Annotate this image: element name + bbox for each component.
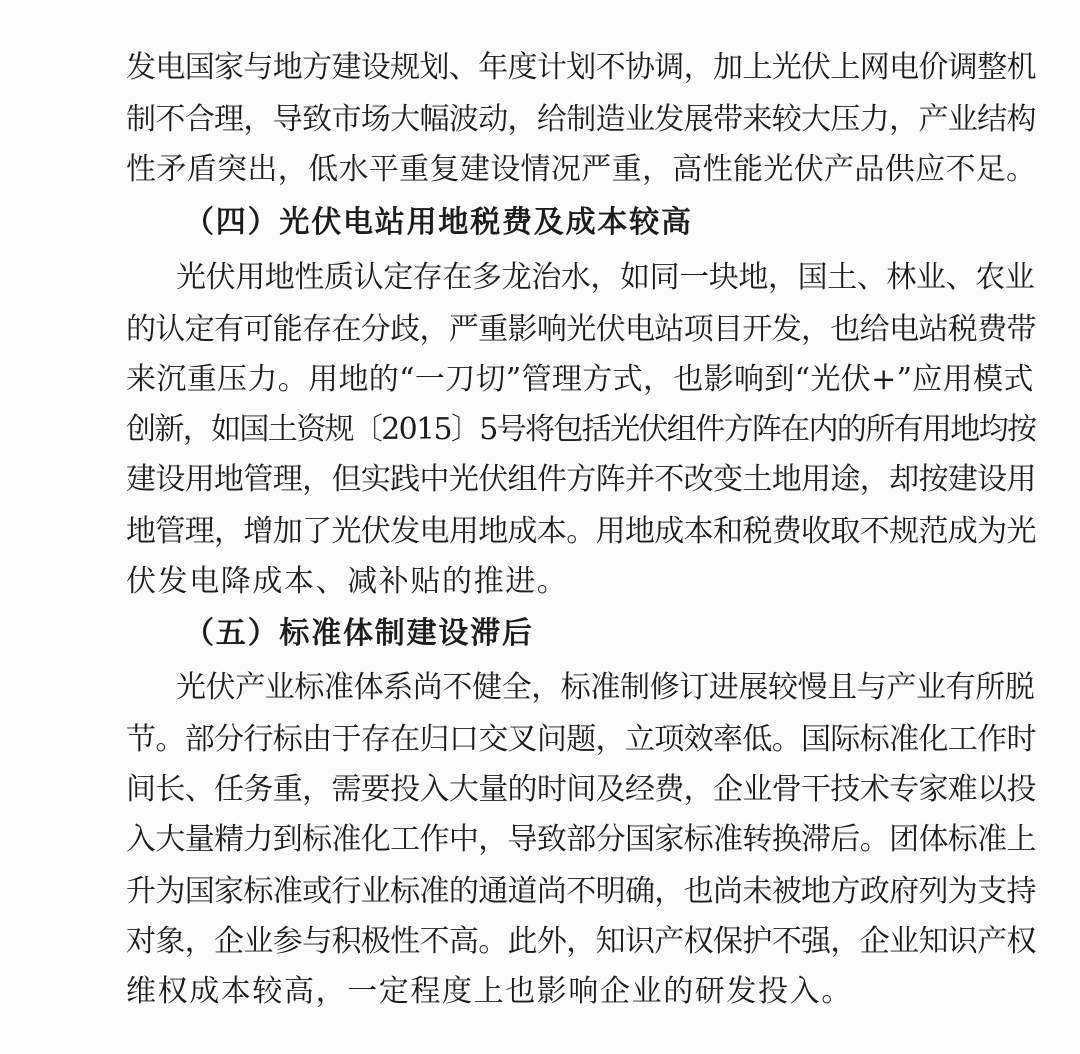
paragraph-line: 性矛盾突出，低水平重复建设情况严重，高性能光伏产品供应不足。 [126,152,1037,187]
paragraph-line: 建设用地管理，但实践中光伏组件方阵并不改变土地用途，却按建设用 [126,462,1036,497]
section-5-heading: （五）标准体制建设滞后 [184,616,534,651]
paragraph-line: 制不合理，导致市场大幅波动，给制造业发展带来较大压力，产业结构 [126,102,1036,137]
paragraph-line: 地管理，增加了光伏发电用地成本。用地成本和税费收取不规范成为光 [126,514,1036,549]
paragraph-line: 光伏产业标准体系尚不健全，标准制修订进展较慢且与产业有所脱 [176,670,1035,705]
paragraph-line: 发电国家与地方建设规划、年度计划不协调，加上光伏上网电价调整机 [126,50,1036,85]
paragraph-line: 升为国家标准或行业标准的通道尚不明确，也尚未被地方政府列为支持 [126,874,1036,909]
paragraph-line: 的认定有可能存在分歧，严重影响光伏电站项目开发，也给电站税费带 [126,312,1036,347]
paragraph-line: 伏发电降成本、减补贴的推进。 [126,564,569,599]
paragraph-line: 光伏用地性质认定存在多龙治水，如同一块地，国土、林业、农业 [176,260,1035,295]
paragraph-line: 对象，企业参与积极性不高。此外，知识产权保护不强，企业知识产权 [126,924,1036,959]
paragraph-line: 维权成本较高，一定程度上也影响企业的研发投入。 [126,974,853,1009]
paragraph-line: 来沉重压力。用地的“一刀切”管理方式，也影响到“光伏+”应用模式 [126,362,1034,397]
section-4-heading: （四）光伏电站用地税费及成本较高 [184,205,693,240]
paragraph-line: 间长、任务重，需要投入大量的时间及经费，企业骨干技术专家难以投 [126,772,1036,807]
paragraph-line: 创新，如国土资规〔2015〕5号将包括光伏组件方阵在内的所有用地均按 [126,412,1036,447]
paragraph-line: 入大量精力到标准化工作中，导致部分国家标准转换滞后。团体标准上 [126,822,1036,857]
paragraph-line: 节。部分行标由于存在归口交叉问题，立项效率低。国际标准化工作时 [126,722,1036,757]
